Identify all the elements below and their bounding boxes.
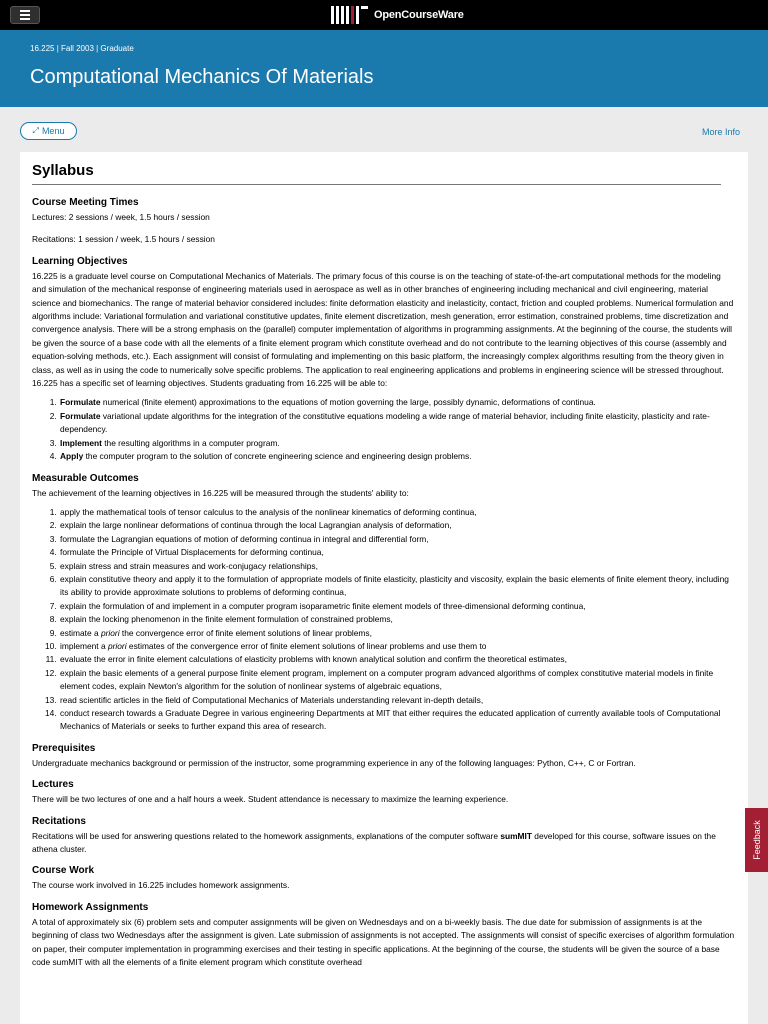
homework-text: A total of approximately six (6) problem sets and computer assignments will be given on Wednesdays and on a bi-weekly basis. The due date for submission of assignments is at the beginning of class two Wednesdays after the assignment is given. Late submission of assignments is not accepted. The assignments will consist of specific exercises of algorithm formulation on paper, their computer implementation in programming exercises and their testing in specific applications. At the beginning of the course, the students will be given the source of a base code sumMIT with all the elements of a finite element program which constitute overhead — [32, 916, 735, 968]
list-item: 3. Implement the resulting algorithms in a computer program. — [59, 437, 736, 450]
course-subnav — [0, 107, 768, 151]
learning-objectives-list — [32, 396, 736, 463]
lectures-schedule: Lectures: 2 sessions / week, 1.5 hours / session — [32, 212, 210, 222]
course-banner — [0, 30, 768, 107]
expand-arrows-icon: ⤢ — [32, 126, 39, 135]
measurable-outcomes-intro: The achievement of the learning objectives in 16.225 will be measured through the students' ability to: — [32, 487, 409, 498]
list-item: 7. explain the formulation of and implement in a computer program isoparametric finite element models of three-dimensional deforming continua, — [59, 600, 736, 613]
mit-logo-icon — [331, 6, 368, 24]
list-item: 8. explain the locking phenomenon in the finite element formulation of constrained problems, — [59, 613, 736, 626]
prerequisites-heading: Prerequisites — [32, 742, 96, 754]
page-title: Syllabus — [32, 162, 721, 185]
brand-name: OpenCourseWare — [374, 9, 464, 21]
meeting-times-heading: Course Meeting Times — [32, 197, 139, 208]
recitations-heading: Recitations — [32, 815, 86, 827]
list-item: 9. estimate a priori the convergence error of finite element solutions of linear problems, — [59, 627, 736, 640]
learning-objectives-intro: 16.225 is a graduate level course on Computational Mechanics of Materials. The primary focus of this course is on the teaching of state-of-the-art computational methods for the modeling and simulation of the mechanical response of engineering materials used in aerospace as well as in other branches of engineering including mechanical and civil engineering, material science and biomechanics. The range of material behavior considered includes: finite deformation elasticity and inelasticity, contact, friction and coupled problems. Numerical formulation and algorithms include: Variational formulation and variational constitutive updates, finite element discretization, mesh generation, error estimation, constrained problems, time discretization and convergence analysis. There will be a strong emphasis on the (parallel) computer implementation of algorithms in programming assignments. At the beginning of the course, the students will be given the source of a base code with all the elements of a finite element program which constitute overhead and do not contribute to the learning objectives of this course (assembly and equation-solving methods, etc.). Each assignment will consist of formulating and implementing on this basic platform, the increasingly complex algorithms resulting from the theory given in class, as well as in using the code to numerically solve specific problems. The application to real engineering applications and problems in engineering science will be stressed throughout. 16.225 has a specific set of learning objectives. Students graduating from 16.225 will be able to: — [32, 270, 734, 389]
prerequisites-text: Undergraduate mechanics background or permission of the instructor, some programming experience in any of the following languages: Python, C++, C or Fortran. — [32, 757, 636, 768]
top-bar — [0, 0, 768, 30]
course-title: Computational Mechanics Of Materials — [30, 66, 374, 88]
list-item: 4. Apply the computer program to the solution of concrete engineering science and engineering design problems. — [59, 450, 736, 463]
lectures-heading: Lectures — [32, 779, 74, 791]
hamburger-menu-button[interactable] — [10, 6, 40, 24]
course-menu-button[interactable] — [20, 122, 77, 140]
list-item: 1. Formulate numerical (finite element) approximations to the equations of motion governing the large, possibly dynamic, deformations of continua. — [59, 396, 736, 409]
feedback-tab[interactable] — [745, 808, 768, 872]
list-item: 1. apply the mathematical tools of tensor calculus to the analysis of the nonlinear kinematics of deforming continua, — [59, 506, 736, 519]
hamburger-icon — [20, 10, 30, 12]
feedback-label: Feedback — [751, 820, 762, 860]
course-meta: 16.225 | Fall 2003 | Graduate — [30, 44, 134, 53]
learning-objectives-heading: Learning Objectives — [32, 255, 128, 267]
list-item: 3. formulate the Lagrangian equations of motion of deforming continua in integral and differential form, — [59, 533, 736, 546]
lectures-text: There will be two lectures of one and a half hours a week. Student attendance is necessary to maximize the learning experience. — [32, 794, 509, 805]
list-item: 2. explain the large nonlinear deformations of continua through the local Lagrangian analysis of deformation, — [59, 519, 736, 532]
list-item: 5. explain stress and strain measures and work-conjugacy relationships, — [59, 560, 736, 573]
list-item: 4. formulate the Principle of Virtual Displacements for deforming continua, — [59, 546, 736, 559]
list-item: 12. explain the basic elements of a general purpose finite element program, implement on a computer program advanced algorithms of complex constitutive material models in finite element codes, explain Newton's algorithm for the solution of nonlinear systems of algebraic equations, — [59, 667, 736, 694]
mit-ocw-logo[interactable] — [331, 5, 464, 25]
list-item: 14. conduct research towards a Graduate Degree in various engineering Departments at MIT that either requires the educated application of currently available tools of Computational Mechanics of Materials or seeks to further expand this area of research. — [59, 707, 736, 734]
list-item: 2. Formulate variational update algorithms for the integration of the constitutive equations modeling a wide range of material behavior, including finite elasticity, plasticity and rate-dependency. — [59, 410, 736, 437]
recitations-text: Recitations will be used for answering questions related to the homework assignments, explanations of the computer software sumMIT developed for this course, software issues on the athena cluster. — [32, 830, 716, 855]
measurable-outcomes-heading: Measurable Outcomes — [32, 472, 139, 484]
list-item: 13. read scientific articles in the field of Computational Mechanics of Materials understanding relevant in-depth details, — [59, 694, 736, 707]
syllabus-content — [20, 152, 748, 1024]
course-work-heading: Course Work — [32, 865, 95, 877]
course-work-text: The course work involved in 16.225 includes homework assignments. — [32, 880, 290, 891]
course-menu-label: Menu — [41, 126, 65, 136]
list-item: 6. explain constitutive theory and apply it to the formulation of appropriate models of finite elasticity, plasticity and viscosity, explain the basic elements of finite element theory, including its ability to provide approximate solutions to problems of deforming continua, — [59, 573, 736, 600]
list-item: 11. evaluate the error in finite element calculations of elasticity problems with known analytical solution and confirm the theoretical estimates, — [59, 653, 736, 666]
more-info-link[interactable]: More Info — [701, 127, 740, 137]
list-item: 10. implement a priori estimates of the convergence error of finite element solutions of linear problems and use them to — [59, 640, 736, 653]
measurable-outcomes-list — [32, 506, 736, 734]
recitations-schedule: Recitations: 1 session / week, 1.5 hours / session — [32, 234, 215, 245]
homework-heading: Homework Assignments — [32, 901, 149, 913]
